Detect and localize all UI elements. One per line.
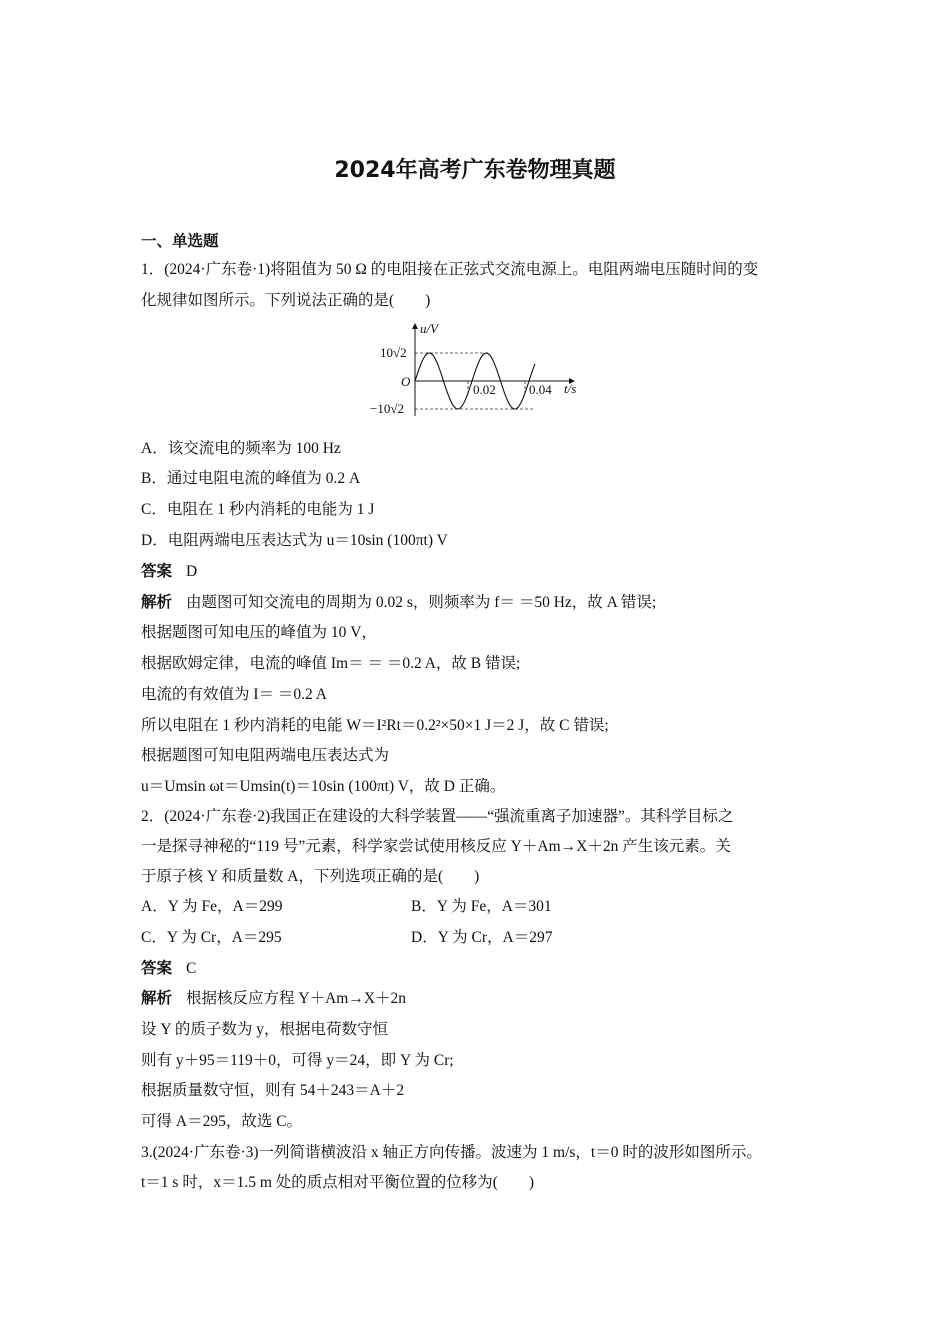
q1-graph-x-label: t/s (564, 381, 577, 396)
q1-analysis-line-6: 根据题图可知电阻两端电压表达式为 (141, 747, 390, 764)
q1-option-b: B．通过电阻电流的峰值为 0.2 A (141, 470, 361, 487)
q1-analysis-line-7: u＝Umsin ωt＝Umsin(t)＝10sin (100πt) V，故 D 正确。 (141, 778, 506, 795)
page-title: 2024年高考广东卷物理真题 (334, 158, 616, 183)
q1-graph-trough-label: −10√2 (370, 401, 404, 416)
q1-answer-label: 答案 (141, 563, 173, 580)
q1-graph-tick-1-label: 0.02 (473, 382, 496, 397)
q1-answer-line (141, 560, 197, 584)
q2-answer: C (186, 960, 197, 977)
q2-analysis-label: 解析 (141, 990, 173, 1007)
q1-analysis-line-5: 所以电阻在 1 秒内消耗的电能 W＝I²Rt＝0.2²×50×1 J＝2 J，故 C 错误; (141, 717, 609, 734)
q2-analysis-line-5: 可得 A＝295，故选 C。 (141, 1113, 303, 1130)
q1-analysis-text-1: 由题图可知交流电的周期为 0.02 s，则频率为 f＝ ＝50 Hz，故 A 错误; (186, 594, 657, 611)
q3-stem-line-1: 3.(2024·广东卷·3)一列简谐横波沿 x 轴正方向传播。波速为 1 m/s，t＝0 时的波形如图所示。 (141, 1144, 762, 1161)
q1-analysis-line-4: 电流的有效值为 I＝ ＝0.2 A (141, 686, 328, 703)
q1-option-d: D．电阻两端电压表达式为 u＝10sin (100πt) V (141, 532, 448, 549)
q2-option-c: C．Y 为 Cr，A＝295 (141, 929, 282, 946)
q1-graph-tick-2-label: 0.04 (529, 382, 552, 397)
q2-stem-line-2: 一是探寻神秘的“119 号”元素，科学家尝试使用核反应 Y＋Am→X＋2n 产生该元素。关 (141, 838, 731, 855)
q3-stem-line-2: t＝1 s 时，x＝1.5 m 处的质点相对平衡位置的位移为( ) (141, 1174, 535, 1191)
q1-analysis-line-2: 根据题图可知电压的峰值为 10 V， (141, 624, 377, 641)
q1-stem-line-2: 化规律如图所示。下列说法正确的是( ) (141, 292, 431, 309)
q1-graph-y-label: u/V (420, 321, 439, 336)
q1-analysis-label: 解析 (141, 594, 173, 611)
q2-option-d: D．Y 为 Cr，A＝297 (411, 929, 553, 946)
q2-stem-line-3: 于原子核 Y 和质量数 A，下列选项正确的是( ) (141, 868, 480, 885)
q2-option-a: A．Y 为 Fe，A＝299 (141, 898, 283, 915)
q2-answer-label: 答案 (141, 960, 173, 977)
q1-voltage-graph (368, 320, 590, 420)
q2-analysis-line-2: 设 Y 的质子数为 y，根据电荷数守恒 (141, 1021, 388, 1038)
q1-graph-origin: O (401, 374, 411, 389)
q2-analysis-line-3: 则有 y＋95＝119＋0，可得 y＝24，即 Y 为 Cr; (141, 1052, 454, 1069)
q1-answer: D (186, 563, 198, 580)
q2-answer-line (141, 957, 196, 981)
q1-analysis-line-3: 根据欧姆定律，电流的峰值 Im＝ ＝ ＝0.2 A，故 B 错误; (141, 655, 521, 672)
q2-stem-line-1: 2．(2024·广东卷·2)我国正在建设的大科学装置——“强流重离子加速器”。其科学目标之 (141, 808, 734, 825)
q1-graph-peak-label: 10√2 (380, 345, 407, 360)
section-heading: 一、单选题 (141, 233, 219, 250)
q1-option-a: A．该交流电的频率为 100 Hz (141, 440, 341, 457)
q2-analysis-line-1 (141, 987, 406, 1011)
q2-analysis-text-1: 根据核反应方程 Y＋Am→X＋2n (186, 990, 407, 1007)
q1-stem-line-1: 1．(2024·广东卷·1)将阻值为 50 Ω 的电阻接在正弦式交流电源上。电阻两端电压随时间的变 (141, 261, 759, 278)
q1-analysis-line-1 (141, 591, 656, 615)
q2-analysis-line-4: 根据质量数守恒，则有 54＋243＝A＋2 (141, 1082, 405, 1099)
q2-option-b: B．Y 为 Fe，A＝301 (411, 898, 552, 915)
q1-option-c: C．电阻在 1 秒内消耗的电能为 1 J (141, 501, 375, 518)
